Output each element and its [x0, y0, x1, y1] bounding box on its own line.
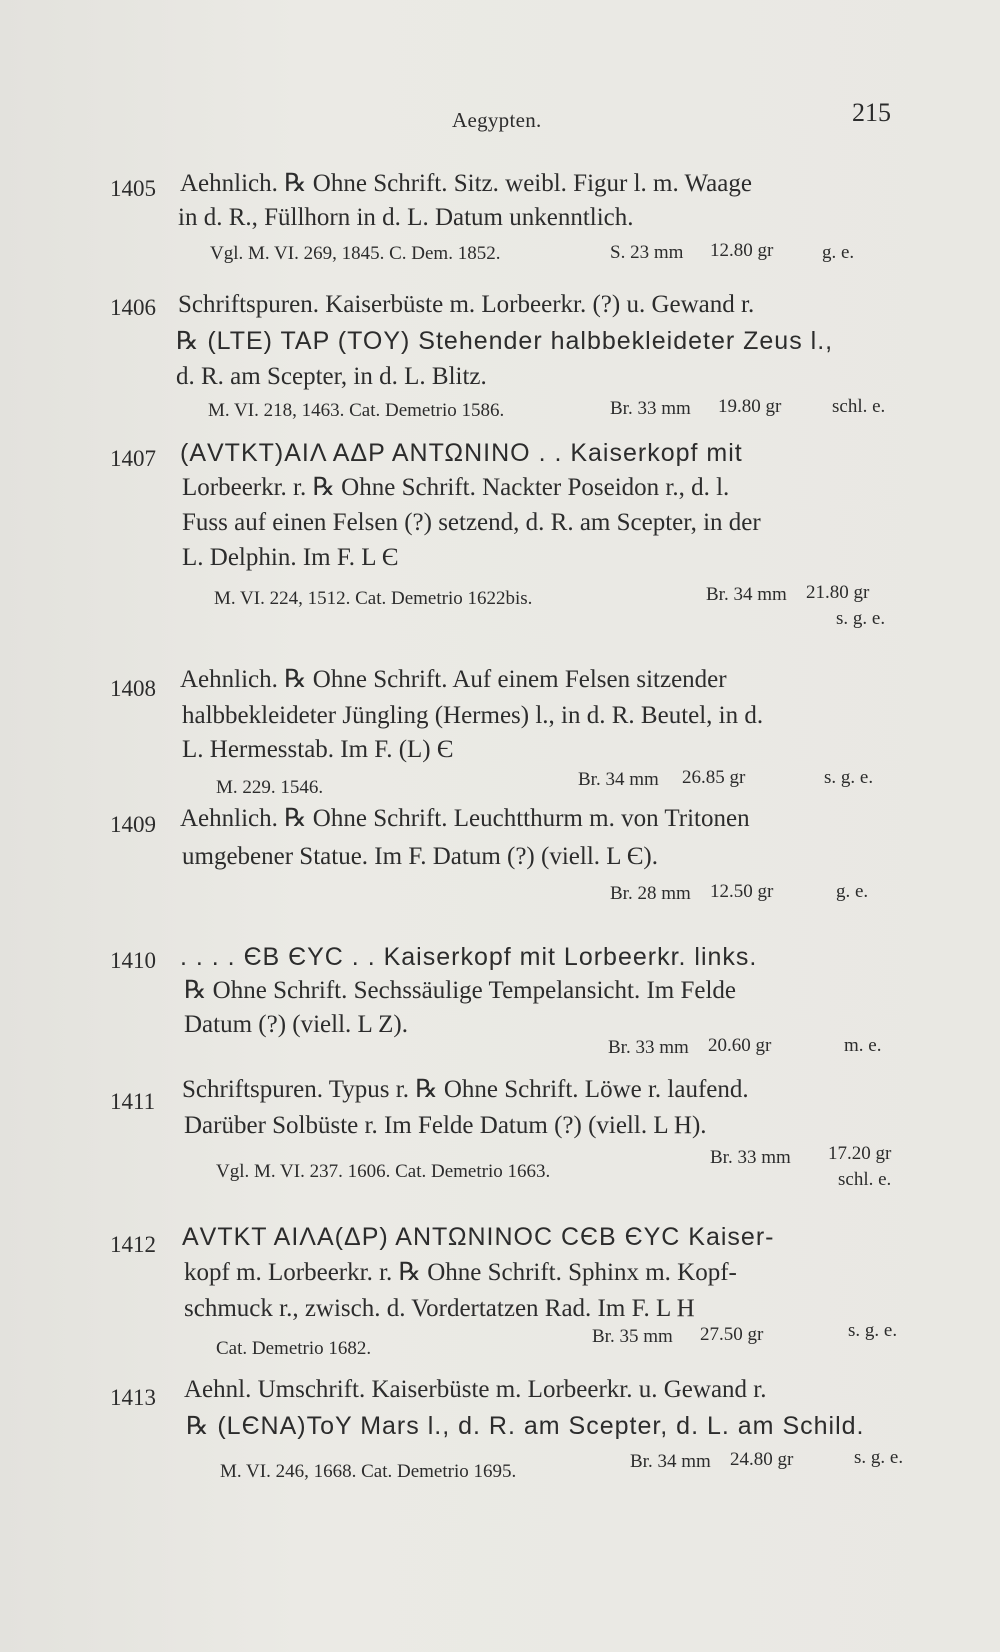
- diameter: Br. 34 mm: [578, 769, 659, 790]
- reference: M. VI. 218, 1463. Cat. Demetrio 1586.: [208, 400, 505, 421]
- condition: g. e.: [836, 881, 869, 902]
- entry-line: L. Delphin. Im F. L Є: [182, 544, 399, 571]
- entry-line: kopf m. Lorbeerkr. r. ℞ Ohne Schrift. Sphinx m. Kopf-: [184, 1259, 737, 1286]
- weight: 17.20 gr: [828, 1143, 892, 1164]
- reference: Cat. Demetrio 1682.: [216, 1338, 372, 1359]
- diameter: Br. 28 mm: [610, 883, 691, 904]
- entry-number: 1409: [110, 812, 156, 837]
- entry-line: Aehnl. Umschrift. Kaiserbüste m. Lorbeerkr. u. Gewand r.: [184, 1376, 767, 1403]
- entry-line: . . . . ЄΒ ЄΥϹ . . Kaiserkopf mit Lorbeerkr. links.: [180, 943, 758, 971]
- diameter: Br. 33 mm: [710, 1147, 791, 1168]
- page-number: 215: [852, 98, 891, 127]
- entry-line: Aehnlich. ℞ Ohne Schrift. Leuchtthurm m. von Tritonen: [180, 805, 750, 832]
- diameter: Br. 35 mm: [592, 1326, 673, 1347]
- entry-number: 1411: [110, 1089, 156, 1114]
- weight: 21.80 gr: [806, 582, 870, 603]
- weight: 24.80 gr: [730, 1449, 794, 1470]
- entry-number: 1407: [110, 446, 156, 471]
- entry-line: ℞ (LЄΝΑ)ΤοΥ Mars l., d. R. am Scepter, d. L. am Schild.: [186, 1412, 865, 1440]
- running-title: Aegypten.: [452, 108, 542, 132]
- entry-number: 1408: [110, 676, 156, 701]
- condition: schl. e.: [838, 1169, 892, 1190]
- condition: schl. e.: [832, 396, 886, 417]
- entry-number: 1410: [110, 948, 156, 973]
- entry-line: halbbekleideter Jüngling (Hermes) l., in d. R. Beutel, in d.: [182, 702, 764, 729]
- diameter: Br. 34 mm: [630, 1451, 711, 1472]
- weight: 12.50 gr: [710, 881, 774, 902]
- diameter: Br. 34 mm: [706, 584, 787, 605]
- condition: g. e.: [822, 242, 855, 263]
- reference: M. VI. 224, 1512. Cat. Demetrio 1622bis.: [214, 588, 533, 609]
- entry-line: ℞ Ohne Schrift. Sechssäulige Tempelansicht. Im Felde: [184, 977, 737, 1004]
- entry-line: Datum (?) (viell. L Ζ).: [184, 1011, 408, 1038]
- weight: 19.80 gr: [718, 396, 782, 417]
- entry-line: Lorbeerkr. r. ℞ Ohne Schrift. Nackter Poseidon r., d. l.: [182, 474, 730, 501]
- entry-line: Darüber Solbüste r. Im Felde Datum (?) (viell. L Η).: [184, 1112, 707, 1139]
- condition: s. g. e.: [836, 608, 886, 629]
- entry-line: ℞ (LTE) TAP (TOY) Stehender halbbekleideter Zeus l.,: [176, 327, 834, 355]
- weight: 27.50 gr: [700, 1324, 764, 1345]
- entry-line: Aehnlich. ℞ Ohne Schrift. Sitz. weibl. Figur l. m. Waage: [180, 170, 752, 197]
- entry-number: 1412: [110, 1232, 156, 1257]
- diameter: S. 23 mm: [610, 242, 684, 263]
- entry-line: ΑVΤΚΤ ΑΙΛΑ(ΔΡ) ΑΝΤΩΝΙΝΟϹ ϹЄΒ ЄΥϹ Kaiser-: [182, 1223, 775, 1251]
- reference: Vgl. M. VI. 237. 1606. Cat. Demetrio 1663.: [216, 1161, 551, 1182]
- entry-line: Aehnlich. ℞ Ohne Schrift. Auf einem Felsen sitzender: [180, 666, 727, 693]
- condition: s. g. e.: [854, 1447, 904, 1468]
- condition: s. g. e.: [824, 767, 874, 788]
- entry-line: Schriftspuren. Kaiserbüste m. Lorbeerkr. (?) u. Gewand r.: [178, 291, 755, 318]
- entry-number: 1413: [110, 1385, 156, 1410]
- condition: m. e.: [844, 1035, 882, 1056]
- entry-number: 1405: [110, 176, 156, 201]
- condition: s. g. e.: [848, 1320, 898, 1341]
- entry-line: Fuss auf einen Felsen (?) setzend, d. R. am Scepter, in der: [182, 509, 761, 536]
- entry-line: in d. R., Füllhorn in d. L. Datum unkenntlich.: [178, 204, 634, 231]
- weight: 26.85 gr: [682, 767, 746, 788]
- reference: M. 229. 1546.: [216, 777, 324, 798]
- weight: 20.60 gr: [708, 1035, 772, 1056]
- entry-line: d. R. am Scepter, in d. L. Blitz.: [176, 363, 487, 390]
- entry-line: (ΑVΤΚΤ)ΑΙΛ ΑΔΡ ΑΝΤΩΝΙΝΟ . . Kaiserkopf mit: [180, 439, 743, 467]
- entry-number: 1406: [110, 295, 156, 320]
- reference: Vgl. M. VI. 269, 1845. C. Dem. 1852.: [210, 243, 501, 264]
- diameter: Br. 33 mm: [608, 1037, 689, 1058]
- reference: M. VI. 246, 1668. Cat. Demetrio 1695.: [220, 1461, 517, 1482]
- entry-line: umgebener Statue. Im F. Datum (?) (viell. L Є).: [182, 843, 658, 870]
- entry-line: Schriftspuren. Typus r. ℞ Ohne Schrift. Löwe r. laufend.: [182, 1076, 749, 1103]
- diameter: Br. 33 mm: [610, 398, 691, 419]
- weight: 12.80 gr: [710, 240, 774, 261]
- entry-line: L. Hermesstab. Im F. (L) Є: [182, 736, 454, 763]
- entry-line: schmuck r., zwisch. d. Vordertatzen Rad. Im F. L Η: [184, 1295, 695, 1322]
